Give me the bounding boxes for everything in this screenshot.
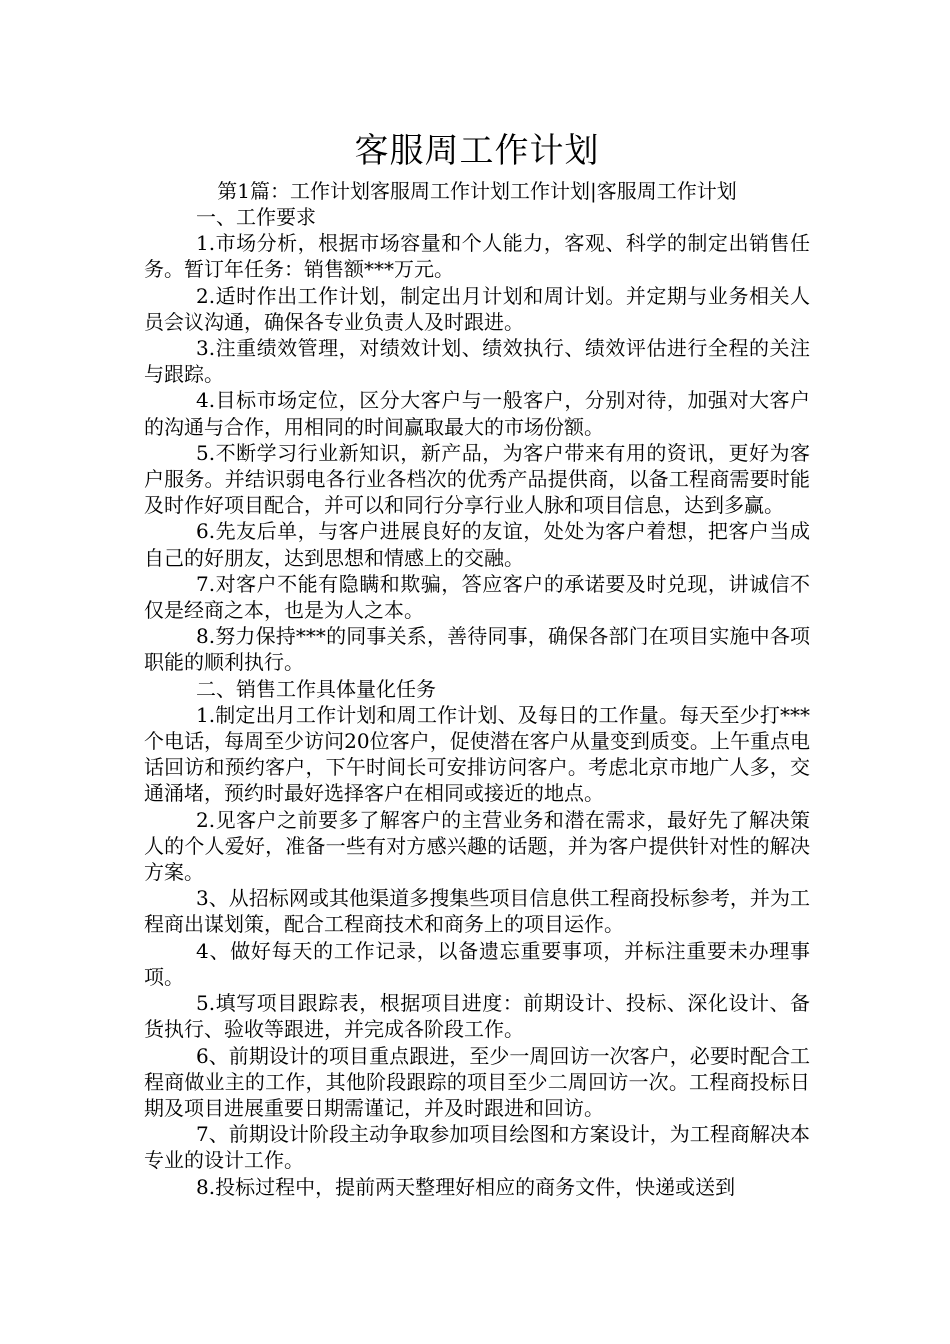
document-subtitle: 第1篇：工作计划客服周工作计划工作计划|客服周工作计划 — [217, 179, 737, 203]
paragraph: 1.制定出月工作计划和周工作计划、及每日的工作量。每天至少打***个电话，每周至少访问20位客户，促使潜在客户从量变到质变。上午重点电话回访和预约客户，下午时间长可安排访问客户。考虑北京市地广人多，交通涌堵，预约时最好选择客户在相同或接近的地点。 — [144, 702, 810, 806]
section-heading: 二、销售工作具体量化任务 — [196, 676, 436, 701]
paragraph: 1.市场分析，根据市场容量和个人能力，客观、科学的制定出销售任务。暂订年任务：销售额***万元。 — [144, 231, 810, 282]
section-heading: 一、工作要求 — [196, 205, 316, 229]
paragraph: 5.不断学习行业新知识，新产品，为客户带来有用的资讯，更好为客户服务。并结识弱电各行业各档次的优秀产品提供商，以备工程商需要时能及时作好项目配合，并可以和同行分享行业人脉和项目信息，达到多赢。 — [144, 440, 810, 518]
paragraph: 3、从招标网或其他渠道多搜集些项目信息供工程商投标参考，并为工程商出谋划策，配合工程商技术和商务上的项目运作。 — [144, 886, 810, 937]
document-page — [144, 128, 810, 1200]
paragraph: 2.适时作出工作计划，制定出月计划和周计划。并定期与业务相关人员会议沟通，确保各专业负责人及时跟进。 — [144, 283, 810, 334]
paragraph: 3.注重绩效管理，对绩效计划、绩效执行、绩效评估进行全程的关注与跟踪。 — [144, 336, 810, 387]
paragraph: 2.见客户之前要多了解客户的主营业务和潜在需求，最好先了解决策人的个人爱好，准备一些有对方感兴趣的话题，并为客户提供针对性的解决方案。 — [144, 807, 810, 885]
paragraph: 4.目标市场定位，区分大客户与一般客户，分别对待，加强对大客户的沟通与合作，用相同的时间赢取最大的市场份额。 — [144, 388, 810, 439]
paragraph: 7.对客户不能有隐瞒和欺骗，答应客户的承诺要及时兑现，讲诚信不仅是经商之本，也是为人之本。 — [144, 571, 810, 623]
paragraph: 8.投标过程中，提前两天整理好相应的商务文件，快递或送到 — [196, 1174, 736, 1199]
paragraph: 6.先友后单，与客户进展良好的友谊，处处为客户着想，把客户当成自己的好朋友，达到思想和情感上的交融。 — [144, 519, 810, 570]
document-title: 客服周工作计划 — [354, 131, 600, 171]
paragraph: 4、做好每天的工作记录，以备遗忘重要事项，并标注重要未办理事项。 — [144, 938, 810, 989]
paragraph: 7、前期设计阶段主动争取参加项目绘图和方案设计，为工程商解决本专业的设计工作。 — [144, 1122, 810, 1173]
paragraph: 5.填写项目跟踪表，根据项目进度：前期设计、投标、深化设计、备货执行、验收等跟进，并完成各阶段工作。 — [144, 991, 810, 1042]
paragraph: 6、前期设计的项目重点跟进，至少一周回访一次客户，必要时配合工程商做业主的工作，其他阶段跟踪的项目至少二周回访一次。工程商投标日期及项目进展重要日期需谨记，并及时跟进和回访。 — [144, 1043, 810, 1120]
paragraph: 8.努力保持***的同事关系，善待同事，确保各部门在项目实施中各项职能的顺利执行。 — [144, 624, 810, 675]
